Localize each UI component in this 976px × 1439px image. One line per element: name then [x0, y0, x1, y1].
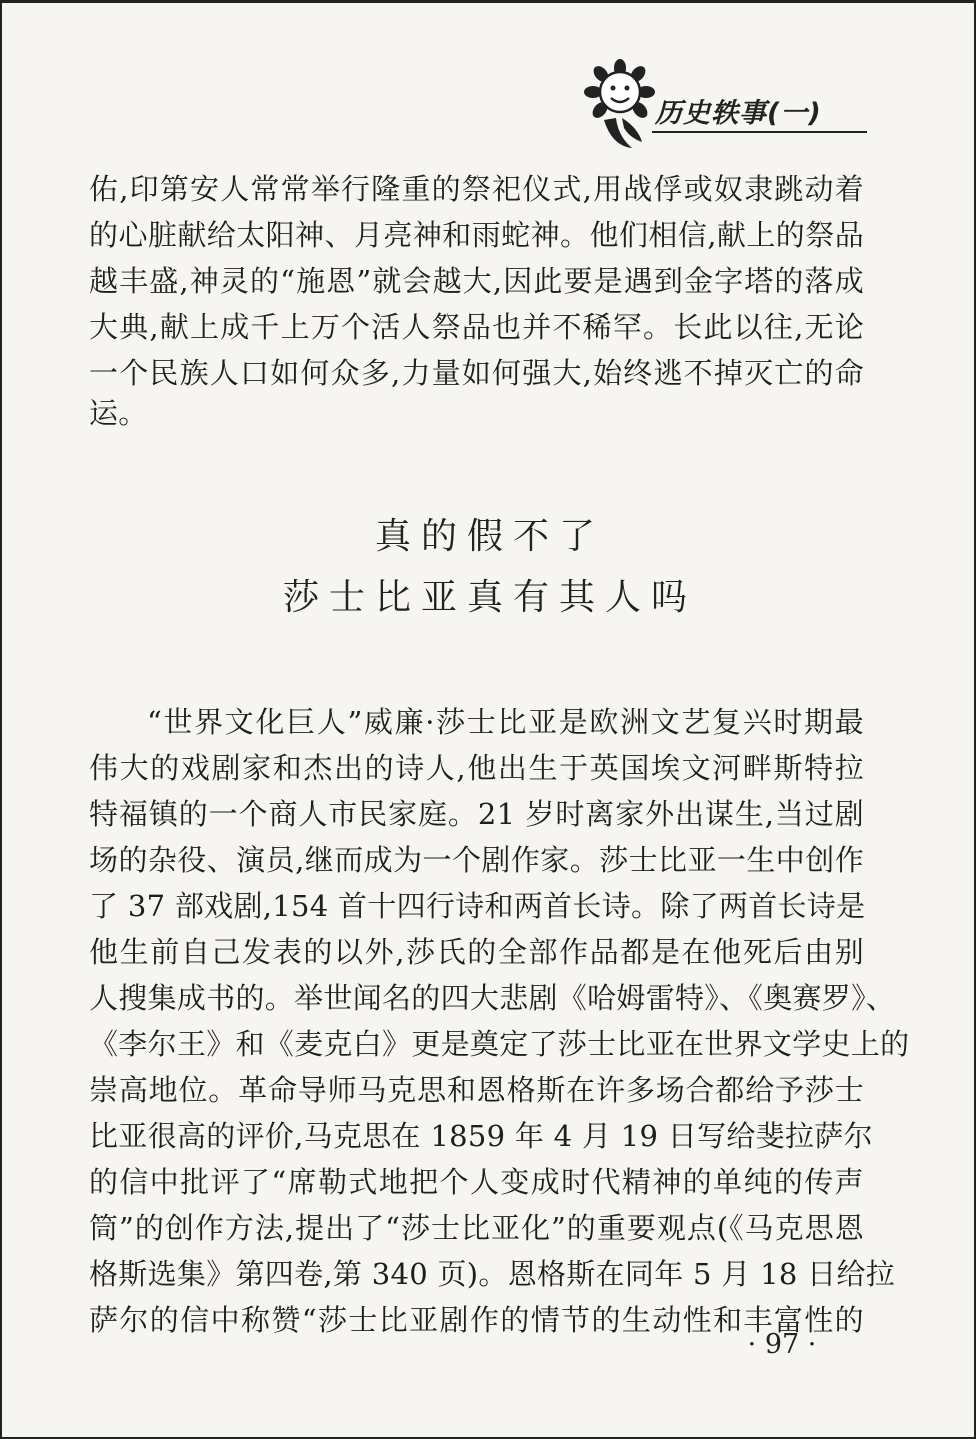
continuation-line: 佑,印第安人常常举行隆重的祭祀仪式,用战俘或奴隶跳动着: [89, 172, 864, 206]
continuation-line: 一个民族人口如何众多,力量如何强大,始终逃不掉灭亡的命: [89, 356, 864, 390]
paragraph-line: 的信中批评了“席勒式地把个人变成时代精神的单纯的传声: [89, 1165, 864, 1199]
paragraph-line: “世界文化巨人”威廉·莎士比亚是欧洲文艺复兴时期最: [147, 705, 864, 739]
paragraph-line: 崇高地位。革命导师马克思和恩格斯在许多场合都给予莎士: [89, 1073, 864, 1107]
paragraph-line: 伟大的戏剧家和杰出的诗人,他出生于英国埃文河畔斯特拉: [89, 751, 864, 785]
paragraph-line: 场的杂役、演员,继而成为一个剧作家。莎士比亚一生中创作: [89, 843, 864, 877]
paragraph-line: 特福镇的一个商人市民家庭。21 岁时离家外出谋生,当过剧: [89, 797, 864, 831]
paragraph-line: 人搜集成书的。举世闻名的四大悲剧《哈姆雷特》、《奥赛罗》、: [89, 981, 896, 1015]
continuation-line: 运。: [89, 396, 148, 430]
paragraph-line: 格斯选集》第四卷,第 340 页)。恩格斯在同年 5 月 18 日给拉: [89, 1257, 896, 1291]
paragraph-line: 了 37 部戏剧,154 首十四行诗和两首长诗。除了两首长诗是: [89, 889, 866, 923]
paragraph-line: 他生前自己发表的以外,莎氏的全部作品都是在他死后由别: [89, 935, 864, 969]
header-underline: [652, 131, 867, 133]
page-number: · 97 ·: [747, 1329, 817, 1360]
continuation-line: 的心脏献给太阳神、月亮神和雨蛇神。他们相信,献上的祭品: [89, 218, 864, 252]
article-title-line-1: 真的假不了: [374, 516, 605, 557]
paragraph-line: 萨尔的信中称赞“莎士比亚剧作的情节的生动性和丰富性的: [89, 1303, 864, 1337]
continuation-line: 大典,献上成千上万个活人祭品也并不稀罕。长此以往,无论: [89, 310, 864, 344]
paragraph-line: 比亚很高的评价,马克思在 1859 年 4 月 19 日写给斐拉萨尔: [89, 1119, 873, 1153]
running-header: [582, 58, 882, 153]
sun-face-icon: [582, 58, 657, 150]
book-series-title: 历史轶事(一): [655, 98, 822, 129]
paragraph-line: 筒”的创作方法,提出了“莎士比亚化”的重要观点(《马克思恩: [89, 1211, 864, 1245]
paragraph-line: 《李尔王》和《麦克白》更是奠定了莎士比亚在世界文学史上的: [89, 1027, 910, 1061]
continuation-line: 越丰盛,神灵的“施恩”就会越大,因此要是遇到金字塔的落成: [89, 264, 864, 298]
article-title-line-2: 莎士比亚真有其人吗: [282, 577, 697, 618]
